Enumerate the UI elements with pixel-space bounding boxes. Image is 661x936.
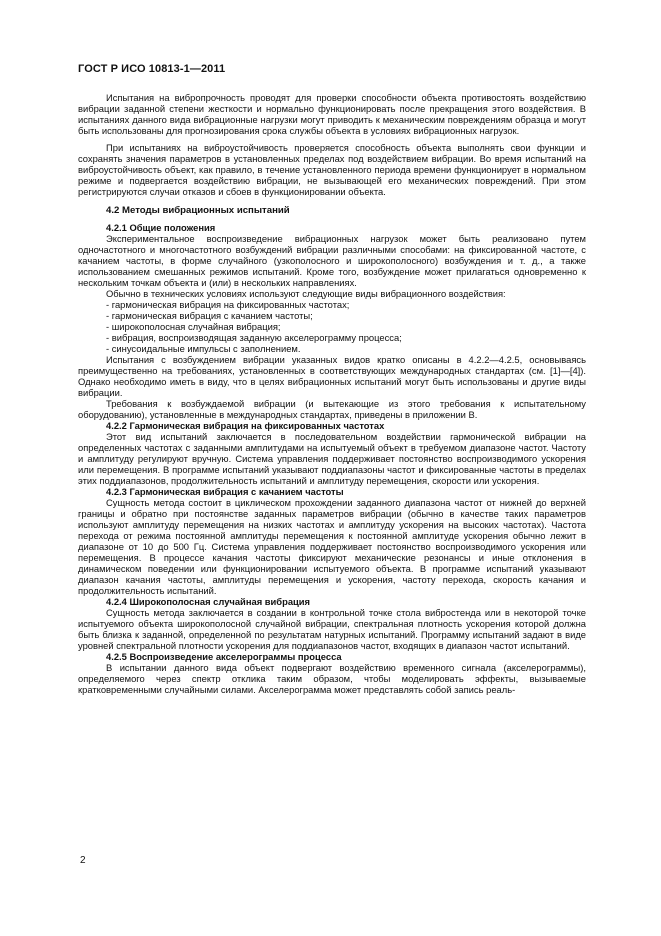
list-item: - синусоидальные импульсы с заполнением. <box>106 343 301 354</box>
vibration-types-list <box>78 299 586 354</box>
paragraph: Сущность метода заключается в создании в контрольной точке стола вибростенда или в некоторой точке испытуемого объекта широкополосной случайной вибрации, спектральная плотность ускорения которой должна быть близка к заданной, определенной по результатам натурных испытаний. Программу испытаний задают в виде уровней спектральной плотности ускорения для поддиапазонов частот, входящих в диапазон частот испытаний. <box>78 607 586 651</box>
list-item: - гармоническая вибрация с качанием частоты; <box>106 310 313 321</box>
document-body <box>78 92 586 695</box>
paragraph: Этот вид испытаний заключается в последовательном воздействии гармонической вибрации на определенных частотах с заданными амплитудами на испытуемый объект в требуемом диапазоне частот. Частоту и амплитуду регулируют вручную. Система управления поддерживает постоянство воспроизводимого ускорения или перемещения. В программе испытаний указывают поддиапазоны частот и фиксированные частоты в пределах этих поддиапазонов, продолжительность испытаний и амплитуду перемещения, скорости или ускорения. <box>78 431 586 486</box>
paragraph: При испытаниях на виброустойчивость проверяется способность объекта выполнять свои функции и сохранять значения параметров в установленных пределах под воздействием вибрации. Во время испытаний на виброустойчивость объект, как правило, в течение установленного периода времени функционирует в нормальном режиме и подвергается воздействию вибрации, не вызывающей его механических повреждений. При этом регистрируются случаи отказов и сбоев в функционировании объекта. <box>78 142 586 197</box>
paragraph: Испытания на вибропрочность проводят для проверки способности объекта противостоять воздействию вибрации заданной степени жесткости и нормально функционировать после прекращения этого воздействия. В испытаниях данного вида вибрационные нагрузки могут приводить к механическим повреждениям образца и могут быть использованы для прогнозирования срока службы объекта в условиях вибрационных нагрузок. <box>78 92 586 136</box>
paragraph: Экспериментальное воспроизведение вибрационных нагрузок может быть реализовано путем одночастотного и многочастотного возбуждений вибрации различными способами: на фиксированной частоте, с качанием частоты, в форме случайного (узкополосного и широкополосного) возбуждения и т. д., а также использованием смешанных режимов испытаний. Кроме того, возбуждение может прилагаться одновременно к нескольким точкам объекта и (или) в нескольких направлениях. <box>78 233 586 288</box>
paragraph: Сущность метода состоит в циклическом прохождении заданного диапазона частот от нижней до верхней границы и обратно при постоянстве заданных параметров вибрации (обычно в качестве таких параметров используют амплитуду перемещения на низких частотах и амплитуду ускорения на высоких частотах). Частота перехода от режима постоянной амплитуды перемещения к постоянной амплитуде ускорения обычно лежит в диапазоне от 10 до 500 Гц. Система управления поддерживает постоянство воспроизводимого ускорения или перемещения. В процессе качания частоты фиксируют механические резонансы и иные отклонения в динамическом поведении или функционировании испытуемого объекта. В программе испытаний указывают диапазон качания частоты, амплитуды перемещения и ускорения, частоту перехода, скорость качания и продолжительность испытаний. <box>78 497 586 596</box>
paragraph: Требования к возбуждаемой вибрации (и вытекающие из этого требования к испытательному оборудованию), установленные в международных стандартах, приведены в приложении В. <box>78 398 586 420</box>
section-heading-4-2-2: 4.2.2 Гармоническая вибрация на фиксированных частотах <box>106 420 385 431</box>
list-item: - гармоническая вибрация на фиксированных частотах; <box>106 299 350 310</box>
paragraph: Испытания с возбуждением вибрации указанных видов кратко описаны в 4.2.2—4.2.5, основываясь преимущественно на требованиях, установленных в соответствующих международных стандартах (см. [1]—[4]). Однако необходимо иметь в виду, что в целях вибрационных испытаний могут быть использованы и другие виды вибрации. <box>78 354 586 398</box>
section-heading-4-2-4: 4.2.4 Широкополосная случайная вибрация <box>106 596 311 607</box>
section-heading-4-2-3: 4.2.3 Гармоническая вибрация с качанием частоты <box>106 486 344 497</box>
section-heading-4-2-5: 4.2.5 Воспроизведение акселерограммы процесса <box>106 651 342 662</box>
list-item: - вибрация, воспроизводящая заданную акселерограмму процесса; <box>106 332 402 343</box>
section-heading-4-2-1: 4.2.1 Общие положения <box>106 222 216 233</box>
list-item: - широкополосная случайная вибрация; <box>106 321 281 332</box>
paragraph: В испытании данного вида объект подвергают воздействию временного сигнала (акселерограммы), определяемого через спектр отклика таким образом, чтобы моделировать эффекты, вызываемые кратковременными случайными силами. Акселерограмма может представлять собой запись реаль- <box>78 662 586 695</box>
section-heading-4-2: 4.2 Методы вибрационных испытаний <box>106 205 290 216</box>
page-number: 2 <box>80 855 86 866</box>
paragraph: Обычно в технических условиях используют следующие виды вибрационного воздействия: <box>106 288 506 299</box>
document-header: ГОСТ Р ИСО 10813-1—2011 <box>78 63 226 75</box>
